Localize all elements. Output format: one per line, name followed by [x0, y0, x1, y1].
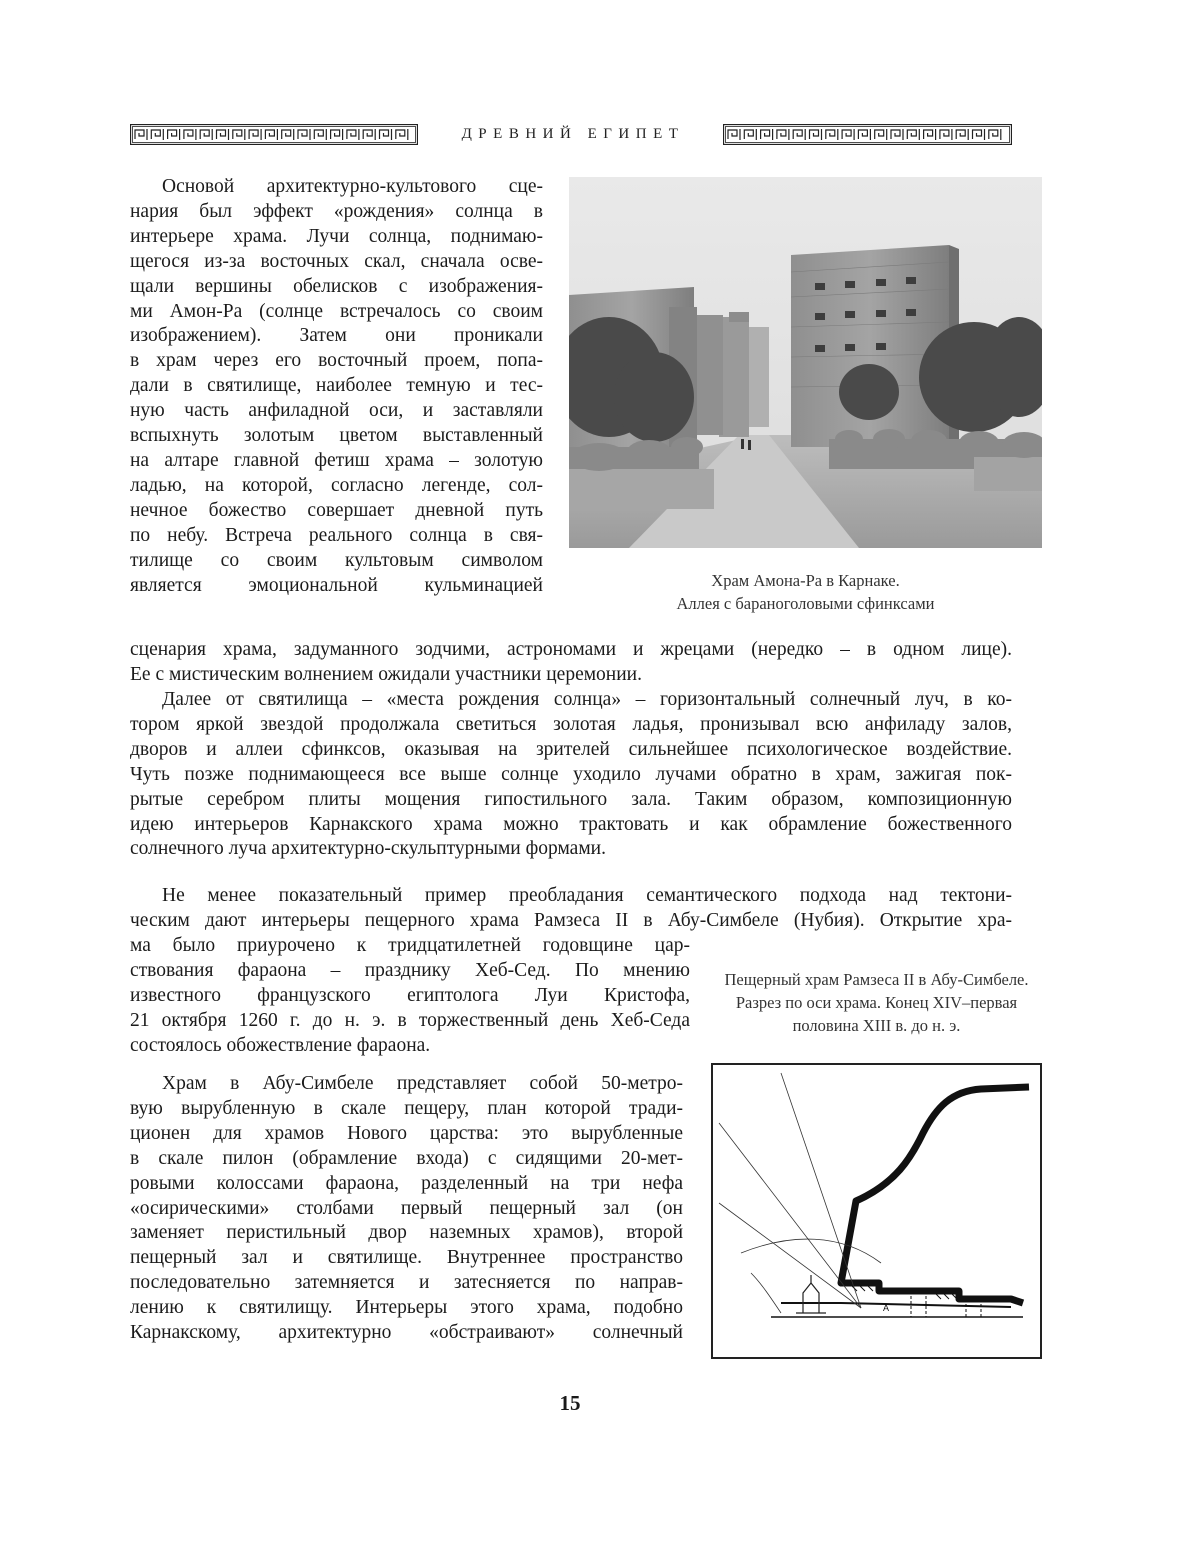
section-label-a: A: [883, 1303, 890, 1313]
paragraph-continuation: [130, 638, 1012, 688]
paragraph: [130, 688, 1012, 862]
text-line: является эмоциональной кульминацией: [130, 574, 543, 596]
text-line: на алтаре главной фетиш храма – золотую: [130, 449, 543, 471]
paragraph: [130, 1072, 683, 1346]
text-line: в скале пилон (обрамление входа) с сидящими 20-мет-: [130, 1147, 683, 1169]
text-line: Основой архитектурно-культового сце-: [162, 176, 543, 197]
karnak-temple-photo: [569, 177, 1042, 548]
text-line: щегося из-за восточных скал, сначала осве-: [130, 250, 543, 272]
text-line: тором яркой звездой продолжала светиться золотая ладья, пронизывал всю анфиладу залов,: [130, 713, 1012, 735]
paragraph: [130, 175, 543, 598]
text-line: ма было приурочено к тридцатилетней годовщине цар-: [130, 935, 690, 956]
text-line: ционен для храмов Нового царства: это вырубленные: [130, 1122, 683, 1144]
text-line: Карнакскому, архитектурно «обстраивают» солнечный: [130, 1322, 683, 1344]
running-title: ДРЕВНИЙ ЕГИПЕТ: [461, 126, 685, 142]
abu-simbel-section-diagram: [711, 1063, 1042, 1359]
paragraph-narrow: [130, 934, 690, 1059]
text-line: ную часть анфиладной оси, и заставляли: [130, 400, 543, 422]
text-line: изображением). Затем они проникали: [130, 325, 543, 347]
text-line: состоялось обожествление фараона.: [130, 1034, 431, 1056]
text-line: 21 октября 1260 г. до н. э. в торжественный день Хеб-Седа: [130, 1009, 690, 1031]
page-number: 15: [559, 1391, 581, 1415]
text-line: ровыми колоссами фараона, разделенный на три нефа: [130, 1172, 683, 1194]
text-line: рытые серебром плиты мощения гипостильного зала. Таким образом, композиционную: [130, 788, 1012, 810]
text-line: Чуть позже поднимающееся все выше солнце уходило лучами обратно в храм, зажигая пок-: [130, 763, 1012, 785]
text-line: вспыхнуть золотым цветом выставленный: [130, 425, 543, 447]
karnak-caption-line: Храм Амона-Ра в Карнаке.: [711, 571, 900, 590]
text-line: лению к святилищу. Интерьеры этого храма, подобно: [130, 1297, 683, 1319]
abu-simbel-caption-line: Пещерный храм Рамзеса II в Абу-Симбеле.: [724, 970, 1029, 989]
text-line: нечное божество совершает дневной путь: [130, 499, 543, 521]
text-line: нария был эффект «рождения» солнца в: [130, 200, 543, 222]
text-line: по небу. Встреча реального солнца в свя-: [130, 524, 543, 546]
text-line: интерьере храма. Лучи солнца, поднимаю-: [130, 225, 543, 247]
paragraph: [130, 884, 1012, 934]
text-line: ческим дают интерьеры пещерного храма Рамзеса II в Абу-Симбеле (Нубия). Открытие хра-: [130, 909, 1012, 931]
text-line: Ее с мистическим волнением ожидали участники церемонии.: [130, 663, 642, 685]
text-line: Храм в Абу-Симбеле представляет собой 50-метро-: [162, 1073, 683, 1094]
text-line: солнечного луча архитектурно-скульптурными формами.: [130, 838, 606, 860]
text-line: известного французского египтолога Луи Кристофа,: [130, 984, 690, 1006]
abu-simbel-caption-line: Разрез по оси храма. Конец XIV–первая: [735, 993, 1018, 1012]
text-line: в храм через его восточный проем, попа-: [130, 350, 543, 372]
karnak-caption-line: Аллея с бараноголовыми сфинксами: [676, 594, 935, 613]
text-line: ствования фараона – празднику Хеб-Сед. По мнению: [130, 959, 690, 981]
text-line: заменяет перистильный двор наземных храмов), второй: [130, 1222, 683, 1244]
text-line: идею интерьеров Карнакского храма можно трактовать и как обрамление божественного: [130, 813, 1012, 835]
header-ornament-left: [130, 124, 418, 145]
header-ornament-right: [723, 124, 1012, 145]
text-line: вую вырубленную в скале пещеру, план которой тради-: [130, 1097, 683, 1119]
abu-simbel-caption: [705, 968, 1048, 1037]
karnak-caption: [569, 569, 1042, 615]
text-line: пещерный зал и святилище. Внутреннее пространство: [130, 1247, 683, 1269]
text-line: «осирическими» столбами первый пещерный зал (он: [130, 1197, 683, 1219]
text-line: Далее от святилища – «места рождения солнца» – горизонтальный солнечный луч, в ко-: [162, 689, 1012, 710]
text-line: дали в святилище, наиболее темную и тес-: [130, 375, 543, 397]
text-line: ми Амон-Ра (солнце встречалось со своим: [130, 300, 543, 322]
text-line: тилище со своим культовым символом: [130, 549, 543, 571]
abu-simbel-caption-line: половина XIII в. до н. э.: [792, 1016, 961, 1035]
text-line: Не менее показательный пример преобладания семантического подхода над тектони-: [162, 885, 1012, 906]
text-line: сценария храма, задуманного зодчими, астрономами и жрецами (нередко – в одном лице).: [130, 639, 1012, 660]
text-line: щали вершины обелисков с изображения-: [130, 275, 543, 297]
text-line: последовательно затемняется и затесняется по направ-: [130, 1272, 683, 1294]
text-line: дворов и аллеи сфинксов, оказывая на зрителей сильнейшее психологическое воздействие.: [130, 738, 1012, 760]
text-line: ладью, на которой, согласно легенде, сол-: [130, 474, 543, 496]
